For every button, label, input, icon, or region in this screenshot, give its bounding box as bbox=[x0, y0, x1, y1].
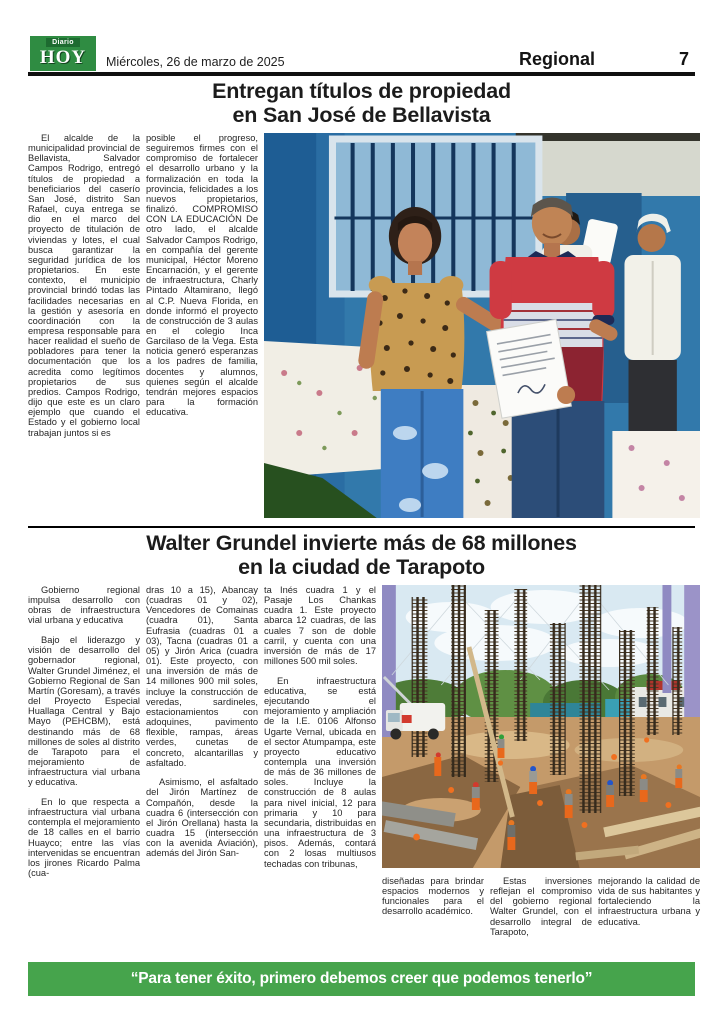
article2-photo bbox=[382, 585, 700, 868]
article2-column-6 bbox=[598, 876, 700, 937]
paragraph: Estas inversiones reflejan el compromiso del gobierno regional Walter Grundel, con el desarrollo integral de Tarapoto, bbox=[490, 876, 592, 937]
motivational-quote-banner: “Para tener éxito, primero debemos creer que podemos tenerlo” bbox=[28, 962, 695, 996]
paragraph: ta Inés cuadra 1 y el Pasaje Los Chankas cuadra 1. Este proyecto abarca 12 cuadras, de las cuales 7 son de doble carril, y cuenta con una inversión de más de 17 millones 500 mil soles. bbox=[264, 585, 376, 667]
paragraph: posible el progreso, seguiremos firmes con el compromiso de fortalecer el desarrollo urbano y la formalización en toda la provincia, felicidades a los nuevos propietarios, finalizó. COMPROMISO CON LA EDUCACIÓN De otro lado, el alcalde Salvador Campos Rodrigo, en compañía del gerente municipal, Héctor Moreno Encarnación, y el gerente de infraestructura, Charly Pintado Altamirano, llegó al C.P. Nueva Florida, en donde informó el proyecto de construcción de 3 aulas en el colegio Inca Garcilaso de la Vega. Esta noticia generó esperanzas a los padres de familia, docentes y alumnos, quienes según el alcalde tendrán mejores espacios para la formación educativa. bbox=[146, 133, 258, 418]
article2-headline-line2: en la ciudad de Tarapoto bbox=[238, 554, 485, 579]
article1-column-2 bbox=[146, 133, 258, 520]
article1-photo bbox=[264, 133, 700, 518]
article2-column-1 bbox=[28, 585, 140, 959]
article1-headline-line2: en San José de Bellavista bbox=[232, 102, 491, 127]
paragraph: Bajo el liderazgo y visión de desarrollo del gobernador regional, Walter Grundel Jiménez, el Gobierno Regional de San Martín (Goresam), a través del Proyecto Especial Huallaga Central y Bajo Mayo (PEHCBM), está destinando más de 68 millones de soles al distrito de Tarapoto para el mejoramiento de infraestructura vial urbana y educativa. bbox=[28, 635, 140, 788]
article2-continuation-row bbox=[382, 876, 700, 937]
article2-column-2 bbox=[146, 585, 258, 959]
paragraph: Asimismo, el asfaltado del Jirón Martínez de Compañón, desde la cuadra 6 (intersección con el Jirón Orellana) hasta la cuadra 15 (intersección con la avenida Aviación), además del Jirón San- bbox=[146, 777, 258, 859]
property-title-document bbox=[487, 319, 572, 418]
page-header bbox=[28, 36, 695, 72]
article1-headline-line1: Entregan títulos de propiedad bbox=[212, 79, 511, 103]
article2-headline bbox=[28, 532, 695, 579]
logo-diario-label: Diario bbox=[46, 38, 80, 47]
paragraph: El alcalde de la municipalidad provincial de Bellavista, Salvador Campos Rodrigo, entregó títulos de propiedad a beneficiarios del caserío San José, distrito San Rafael, cuya entrega se dio en el marco del proyecto de titulación de viviendas y lotes, el cual busca garantizar la seguridad jurídica de los propietarios. En este contexto, el municipio provincial brindó todas las facilidades necesarias en la gestión y asesoría en coordinación con la empresa responsable para hacer realidad el sueño de pobladores para tener la documentación que los acredita como legítimos propietarios de sus predios. Campos Rodrigo, dijo que este es un claro ejemplo que cuando el Estado y el gobierno local trabajan juntos si es bbox=[28, 133, 140, 438]
logo-hoy-label: HOY bbox=[39, 47, 87, 68]
paragraph: diseñadas para brindar espacios modernos y funcionales para el desarrollo académico. bbox=[382, 876, 484, 917]
right-table bbox=[612, 431, 700, 518]
article1-body bbox=[28, 133, 700, 520]
page-number: 7 bbox=[678, 49, 689, 69]
paragraph: Gobierno regional impulsa desarrollo con obras de infraestructura vial urbana y educativa bbox=[28, 585, 140, 626]
article1-headline bbox=[28, 80, 695, 127]
paragraph: dras 10 a 15), Abancay (cuadras 01 y 02), Vencedores de Comainas (cuadra 01), Santa Eufrasia (cuadras 01 a 03), Tacna (cuadras 01 a 05) y Jirón Arica (cuadra 01). Este proyecto, con una inversión de más de 14 millones 900 mil soles, incluye la construcción de veredas, sardineles, estacionamientos con adoquines, pavimento flexible, rampas, áreas verdes, cunetas de concreto, alcantarillas y asfaltado. bbox=[146, 585, 258, 768]
article2-column-3 bbox=[264, 585, 376, 959]
paragraph: mejorando la calidad de vida de sus habitantes y fortaleciendo la infraestructura urbana y educativa. bbox=[598, 876, 700, 927]
paragraph: En lo que respecta a infraestructura vial urbana contempla el mejoramiento de 18 calles en el barrio Huayco; entre las vías intervenidas se encuentran los jirones Ricardo Palma (cua- bbox=[28, 796, 140, 879]
article-divider-rule bbox=[28, 526, 695, 528]
article2-headline-line1: Walter Grundel invierte más de 68 millones bbox=[146, 531, 577, 555]
paragraph: En infraestructura educativa, se está ejecutando el mejoramiento y ampliación de la I.E. 0106 Alfonso Ugarte Vernal, ubicada en el sector Atumpampa, este proyecto educativo contempla una inversión de más de 36 millones de soles. Incluye la construcción de 8 aulas para nivel inicial, 12 para primaria y 10 para secundaria, distribuidas en una infraestructura de 3 pisos. Además, contará con 2 losas multiusos techadas con tribunas, bbox=[264, 675, 376, 869]
article2-column-4 bbox=[382, 876, 484, 937]
diario-hoy-logo bbox=[30, 36, 96, 71]
article2-column-5 bbox=[490, 876, 592, 937]
construction-site-photo-illustration bbox=[382, 585, 700, 868]
edition-date: Miércoles, 26 de marzo de 2025 bbox=[106, 55, 285, 69]
title-handover-photo-illustration bbox=[264, 133, 700, 518]
article2-right-block bbox=[382, 585, 700, 959]
article1-column-1 bbox=[28, 133, 140, 520]
section-label: Regional bbox=[518, 49, 595, 69]
article2-body bbox=[28, 585, 700, 959]
header-rule bbox=[28, 72, 695, 76]
